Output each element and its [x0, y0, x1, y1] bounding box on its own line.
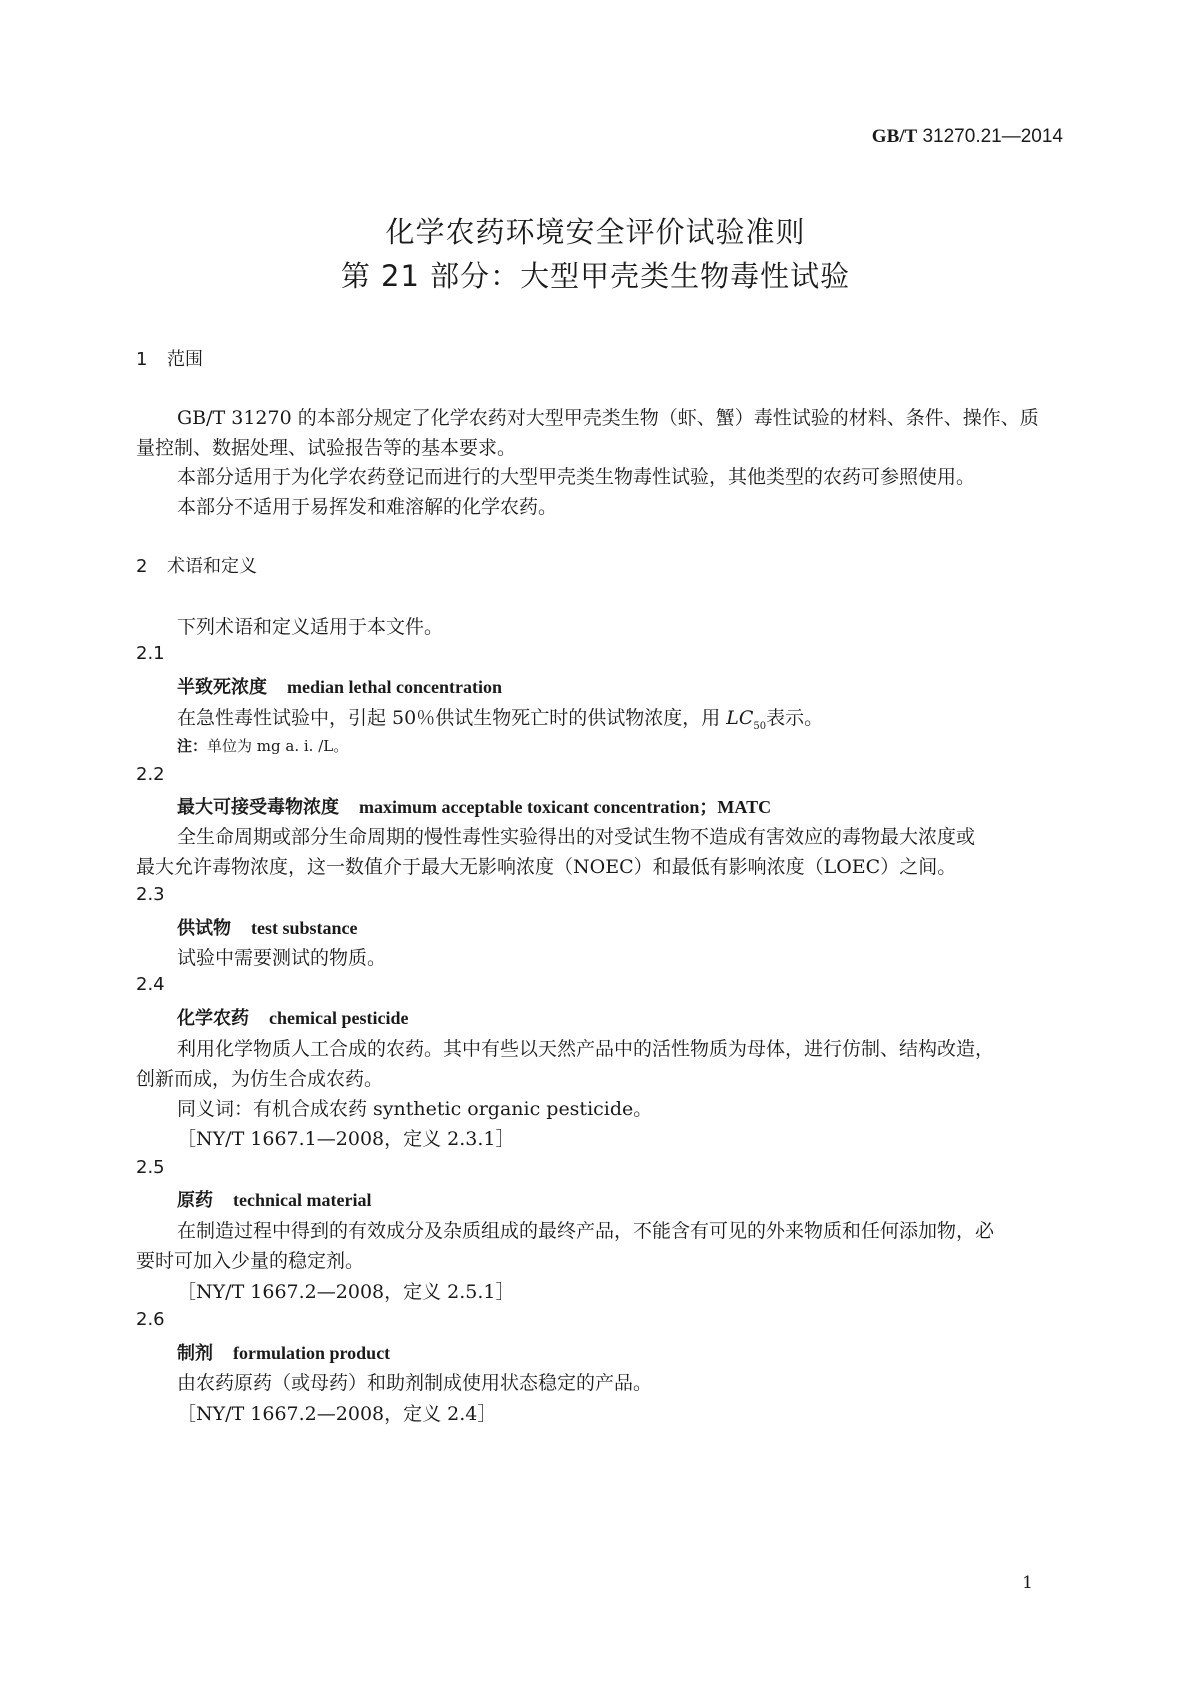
term-en: median lethal concentration — [287, 677, 502, 697]
term-heading — [177, 673, 502, 699]
note-label: 注： — [177, 737, 208, 755]
terms-intro: 下列术语和定义适用于本文件。 — [177, 616, 444, 638]
term-definition-line-1: 利用化学物质人工合成的农药。其中有些以天然产品中的活性物质为母体，进行仿制、结构改造， — [177, 1038, 995, 1060]
term-definition-line-2: 创新而成，为仿生合成农药。 — [136, 1068, 384, 1090]
term-number: 2.2 — [136, 764, 165, 785]
term-en: technical material — [233, 1190, 372, 1210]
scope-paragraph-3: 本部分不适用于易挥发和难溶解的化学农药。 — [177, 496, 558, 518]
term-en: chemical pesticide — [269, 1008, 409, 1028]
term-zh: 最大可接受毒物浓度 — [177, 797, 339, 818]
scope-paragraph-2: 本部分适用于为化学农药登记而进行的大型甲壳类生物毒性试验，其他类型的农药可参照使用。 — [177, 466, 976, 488]
definition-text-after: 表示。 — [766, 707, 824, 729]
section-1-heading — [136, 345, 203, 371]
standard-code-number: 31270.21—2014 — [922, 126, 1063, 147]
term-definition — [177, 703, 823, 732]
term-zh: 供试物 — [177, 918, 231, 939]
term-source: ［NY/T 1667.2—2008，定义 2.5.1］ — [177, 1281, 515, 1303]
term-heading — [177, 1004, 408, 1030]
term-definition-line-2: 最大允许毒物浓度，这一数值介于最大无影响浓度（NOEC）和最低有影响浓度（LOEC）之间。 — [136, 856, 957, 878]
term-zh: 化学农药 — [177, 1008, 249, 1029]
term-number: 2.3 — [136, 884, 165, 905]
term-definition: 由农药原药（或母药）和助剂制成使用状态稳定的产品。 — [177, 1372, 653, 1394]
term-number: 2.5 — [136, 1157, 165, 1178]
scope-paragraph-1-line-1: GB/T 31270 的本部分规定了化学农药对大型甲壳类生物（虾、蟹）毒性试验的材料、条件、操作、质 — [177, 407, 1039, 429]
term-heading — [177, 1339, 390, 1365]
term-en: formulation product — [233, 1343, 391, 1363]
term-definition-line-1: 全生命周期或部分生命周期的慢性毒性实验得出的对受试生物不造成有害效应的毒物最大浓度或 — [177, 826, 976, 848]
term-zh: 半致死浓度 — [177, 677, 267, 698]
standard-code-prefix: GB/T — [871, 126, 918, 147]
section-1-number: 1 — [136, 349, 148, 370]
standard-code — [872, 126, 1063, 148]
lc-symbol: LC — [726, 707, 754, 729]
term-zh: 制剂 — [177, 1343, 213, 1364]
term-zh: 原药 — [177, 1190, 213, 1211]
section-1-title: 范围 — [167, 349, 203, 370]
document-subtitle: 第 21 部分：大型甲壳类生物毒性试验 — [340, 259, 851, 293]
definition-text-before: 在急性毒性试验中，引起 50％供试生物死亡时的供试物浓度，用 — [177, 707, 727, 729]
term-definition: 试验中需要测试的物质。 — [177, 947, 387, 969]
term-en: test substance — [251, 918, 358, 938]
term-definition-line-2: 要时可加入少量的稳定剂。 — [136, 1250, 365, 1272]
term-synonym: 同义词：有机合成农药 synthetic organic pesticide。 — [177, 1098, 653, 1120]
term-source: ［NY/T 1667.1—2008，定义 2.3.1］ — [177, 1128, 515, 1150]
lc-subscript: 50 — [753, 720, 767, 732]
term-number: 2.1 — [136, 643, 165, 664]
term-definition-line-1: 在制造过程中得到的有效成分及杂质组成的最终产品，不能含有可见的外来物质和任何添加物，必 — [177, 1220, 995, 1242]
term-number: 2.4 — [136, 974, 165, 995]
scope-paragraph-1-line-2: 量控制、数据处理、试验报告等的基本要求。 — [136, 437, 517, 459]
term-heading — [177, 793, 771, 819]
term-source: ［NY/T 1667.2—2008，定义 2.4］ — [177, 1403, 497, 1425]
page-number: 1 — [1022, 1573, 1033, 1593]
term-en: maximum acceptable toxicant concentration；MATC — [359, 797, 772, 817]
term-note — [177, 735, 348, 756]
section-2-title: 术语和定义 — [167, 556, 257, 577]
document-title: 化学农药环境安全评价试验准则 — [385, 215, 806, 249]
section-2-heading — [136, 552, 257, 578]
term-heading — [177, 914, 358, 940]
section-2-number: 2 — [136, 556, 148, 577]
term-heading — [177, 1186, 371, 1212]
note-text: 单位为 mg a. i. /L。 — [207, 737, 349, 755]
term-number: 2.6 — [136, 1309, 165, 1330]
